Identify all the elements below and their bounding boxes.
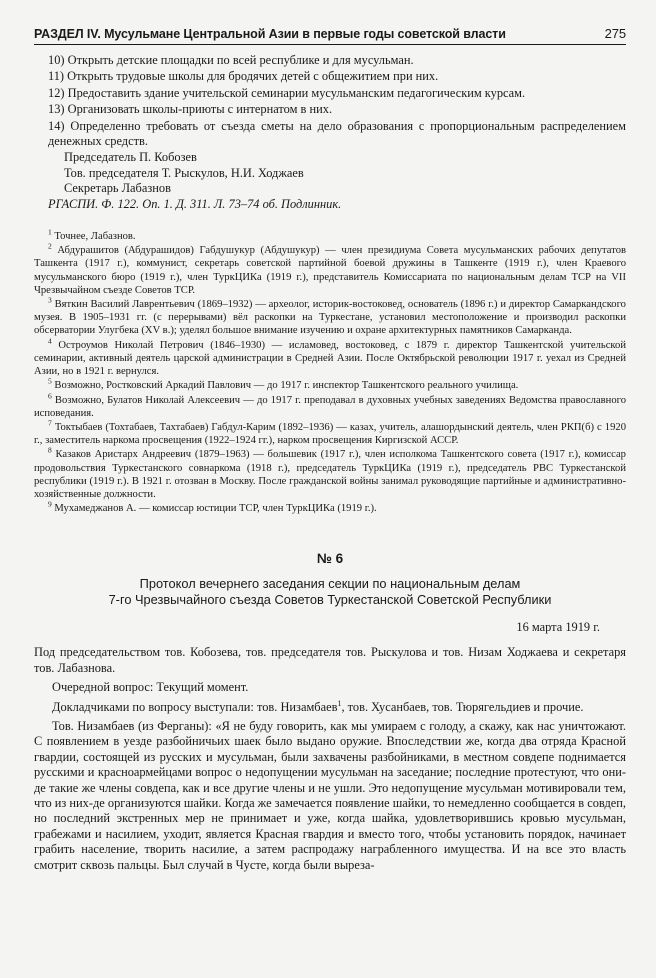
page-number: 275 — [604, 26, 626, 41]
footnote-text: Возможно, Ростковский Аркадий Павлович — до 1917 г. инспектор Ташкентского реального училища. — [54, 380, 519, 392]
signature-line: Тов. председателя Т. Рыскулов, Н.И. Ходжаев — [64, 165, 304, 180]
footnote-number: 9 — [48, 499, 52, 509]
footnote — [34, 499, 626, 515]
document-title-line: 7-го Чрезвычайного съезда Советов Туркестанской Советской Республики — [108, 592, 552, 608]
signature-block — [64, 150, 626, 196]
list-item: 11) Открыть трудовые школы для бродячих детей с общежитием при них. — [48, 69, 439, 84]
footnote-number: 7 — [48, 418, 52, 428]
footnote — [34, 241, 626, 297]
footnote-ref: 1 — [337, 698, 342, 708]
document-date: 16 марта 1919 г. — [516, 620, 600, 635]
signature-line: Председатель П. Кобозев — [64, 150, 197, 165]
signature-line: Секретарь Лабазнов — [64, 181, 171, 196]
list-item: 13) Организовать школы-приюты с интернатом в них. — [48, 102, 333, 117]
paragraph: Под председательством тов. Кобозева, тов. председателя тов. Рыскулова и тов. Низам Ходжаева и секретаря тов. Лабазнова. — [34, 645, 626, 675]
paragraph: Очередной вопрос: Текущий момент. — [52, 680, 249, 695]
document-number: № 6 — [316, 551, 344, 567]
footnote-text: Вяткин Василий Лаврентьевич (1869–1932) — археолог, историк-востоковед, основатель (1896 г.) и директор Самаркандского музея. В 1905–1931 гг. (с перерывами) вёл раскопки на Туркестане, установил местоположение и производил раскопки обсерватории Улугбека (XV в.); уделял большое внимание изучению и охране архитектурных памятников Самарканда. — [34, 299, 626, 337]
footnote — [34, 445, 626, 501]
document-title-line: Протокол вечернего заседания секции по национальным делам — [139, 576, 521, 592]
footnote — [34, 295, 626, 338]
footnote — [34, 376, 626, 392]
footnote-text: Остроумов Николай Петрович (1846–1930) — исламовед, востоковед, с 1879 г. директор Ташкентской учительской семинарии, активный деятель царской администрации в Средней Азии. После Октябрьской революции 1917 г. уехал из Средней Азии, но в 1921 г. вернулся. — [34, 339, 626, 378]
list-item: 12) Предоставить здание учительской семинарии мусульманским педагогическим курсам. — [48, 85, 526, 100]
footnote-text: Возможно, Булатов Николай Алексеевич — до 1917 г. преподавал в духовных учебных заведениях Ведомства православного исповедания. — [34, 394, 626, 419]
footnote-text: Казаков Аристарх Андреевич (1879–1963) — большевик (1917 г.), член исполкома Ташкентского совета (1917 г.), комиссар продовольствия Туркестанского совнаркома (1918 г.), председатель ТуркЦИКа (1919 г.), председатель РВС Туркестанской республики (1919 г.). В 1921 г. отозван в Москву. После гражданской войны занимал руководящие партийные и административно-хозяйственные должности. — [34, 449, 626, 500]
footnote-number: 6 — [48, 390, 52, 400]
paragraph — [34, 700, 626, 715]
paragraph-text: Докладчиками по вопросу выступали: тов. Низамбаев — [52, 699, 338, 714]
footnote-text: Токтыбаев (Тохтабаев, Тахтабаев) Габдул-Карим (1892–1936) — казах, учитель, алашордынский деятель, член РКП(б) с 1920 г., заместитель наркома просвещения (1922–1924 гг.), нарком просвещения Киргизской АССР. — [34, 421, 626, 447]
footnote-number: 5 — [48, 376, 52, 386]
footnote — [34, 227, 626, 243]
footnote-number: 4 — [48, 336, 52, 346]
footnote-number: 2 — [48, 241, 52, 251]
footnote — [34, 418, 626, 447]
paragraph: Тов. Низамбаев (из Ферганы): «Я не буду говорить, как мы умираем с голоду, а скажу, как нас уничтожают. С появлением в уезде разбойничьих шаек было выдано оружие. Впоследствии же, когда два отряда Красной гвардии, состоящей из русских и мусульман, были захвачены разбойниками, в местном совдепе поднимается русскими и красноармейцами вопрос о недопущении мусульман на заседание; последние протестуют, что они-де такие же члены совдепа, как и все другие члены и не ушли. Это недопущение мусульман мотивировали тем, что из них-де организуются шайки. Когда же замечается появление шайки, то немедленно сообщается в совдеп, но последний экстренных мер не принимает и уже, когда шайка, удовлетворившись кровью мусульман, грабежами и насилием, уходит, является Красная гвардия и вместо того, чтобы установить порядок, начинает грабить население, творить насилие, а затем распродажу награбленного имущества. И на все это власть смотрит сквозь пальцы. Был случай в Чусте, когда были выреза- — [34, 718, 626, 872]
footnote-number: 1 — [48, 227, 52, 237]
footnote — [34, 336, 626, 379]
footnotes — [34, 227, 626, 515]
footnote — [34, 390, 626, 420]
footnote-text: Абдурашитов (Абдурашидов) Габдушукур (Абдушукур) — член президиума Совета мусульманских рабочих депутатов Ташкента (1917 г.), коммунист, секретарь советской партийной боевой дружины в Ташкенте (1919 г.), член Краевого мусульманского бюро (1919 г.), член ТуркЦИКа (1919 г.), представитель Комиссариата по национальным делам ТСР на VII Чрезвычайном съезде Советов ТСР. — [34, 245, 626, 296]
footnote-number: 3 — [48, 295, 52, 305]
running-header — [34, 26, 626, 45]
list-item: 14) Определенно требовать от съезда сметы на дело образования с пропорциональным распределением денежных средств. — [48, 118, 626, 149]
footnote-number: 8 — [48, 445, 52, 455]
footnote-text: Мухамеджанов А. — комиссар юстиции ТСР, член ТуркЦИКа (1919 г.). — [54, 503, 377, 515]
resolution-list — [34, 53, 626, 212]
paragraph-text: , тов. Хусанбаев, тов. Тюрягельдиев и прочие. — [341, 699, 584, 714]
document-title — [34, 576, 626, 608]
page — [34, 26, 626, 877]
footnote-text: Точнее, Лабазнов. — [54, 231, 136, 243]
section-title: РАЗДЕЛ IV. Мусульмане Центральной Азии в первые годы советской власти — [34, 27, 506, 41]
list-item: 10) Открыть детские площадки по всей республике и для мусульман. — [48, 53, 414, 67]
protocol-text — [34, 645, 626, 873]
archive-source: РГАСПИ. Ф. 122. Оп. 1. Д. 311. Л. 73–74 об. Подлинник. — [48, 196, 342, 211]
